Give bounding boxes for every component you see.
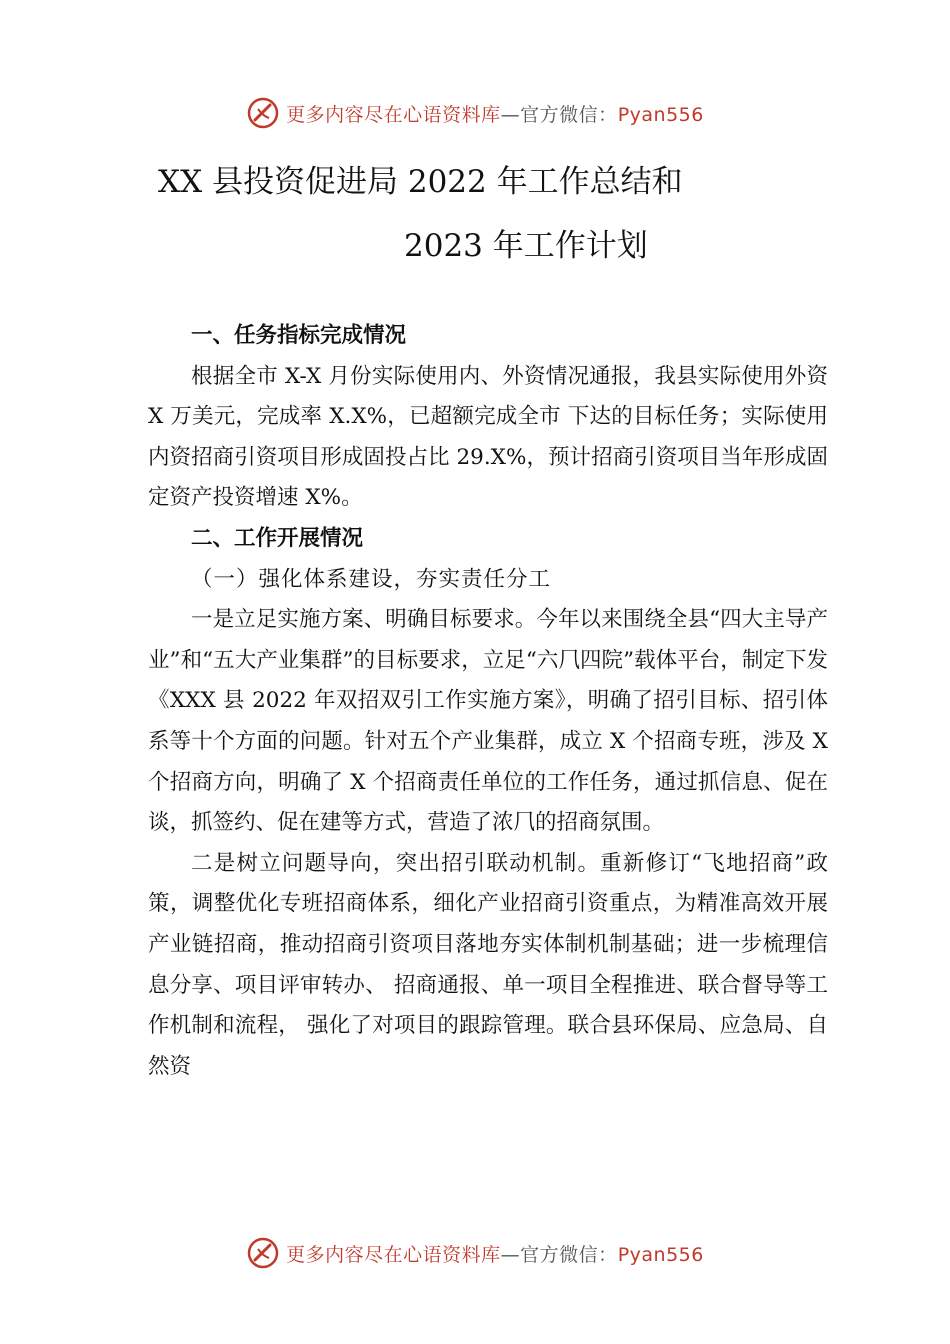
section2-heading: 二、工作开展情况 xyxy=(191,525,364,551)
watermark-separator: — xyxy=(500,103,521,126)
watermark-wechat-label: 官方微信： xyxy=(520,1243,618,1266)
watermark-footer xyxy=(0,1236,950,1270)
section2-paragraph1: 一是立足实施方案、明确目标要求。今年以来围绕全县“四大主导产业”和“五大产业集群”的目标要求，立足“六⺇四院”载体平台，制定下发《XXX 县 2022 年双招双引工作实施方案》，明确了招引目标、招引体系等十个方面的问题。针对五个产业集群，成立 X 个招商专班，涉及 X 个招商方向，明确了 X 个招商责任单位的工作任务，通过抓信息、促在谈，抓签约、促在建等方式，营造了浓⺇的招商氛围。 xyxy=(148,607,828,836)
watermark-wechat-label: 官方微信： xyxy=(520,103,618,126)
watermark-wechat-account: Pyan556 xyxy=(617,1243,704,1266)
watermark-header xyxy=(0,96,950,130)
brand-logo-icon xyxy=(246,96,280,130)
watermark-brand: 更多内容尽在心语资料库 xyxy=(286,1243,501,1266)
watermark-separator: — xyxy=(500,1243,521,1266)
section2-subheading1: （一）强化体系建设，夯实责任分工 xyxy=(191,566,552,592)
section1-heading: 一、任务指标完成情况 xyxy=(191,323,407,348)
watermark-brand: 更多内容尽在心语资料库 xyxy=(286,103,501,126)
watermark-text xyxy=(286,100,704,127)
document-title-line2: 2023 年工作计划 xyxy=(404,228,648,264)
brand-logo-icon xyxy=(246,1236,280,1270)
section1-paragraph: 根据全市 X-X 月份实际使用内、外资情况通报，我县实际使用外资 X 万美元，完成率 X.X%，已超额完成全市 下达的目标任务；实际使用内资招商引资项目形成固投占比 29.X%，预计招商引资项目当年形成固定资产投资增速 X%。 xyxy=(148,363,828,511)
section2-paragraph2: 二是树立问题导向，突出招引联动机制。重新修订“飞地招商”政策，调整优化专班招商体系，细化产业招商引资重点，为精准高效开展产业链招商，推动招商引资项目落地夯实体制机制基础；进一步梳理信息分享、项目评审转办、 招商通报、单一项目全程推进、联合督导等工作机制和流程， 强化了对项目的跟踪管理。联合县环保局、应急局、自然资 xyxy=(148,850,828,1079)
watermark-wechat-account: Pyan556 xyxy=(617,103,704,126)
watermark-text xyxy=(286,1240,704,1267)
document-body xyxy=(148,316,828,1087)
document-title-line1: XX 县投资促进局 2022 年工作总结和 xyxy=(158,164,683,200)
